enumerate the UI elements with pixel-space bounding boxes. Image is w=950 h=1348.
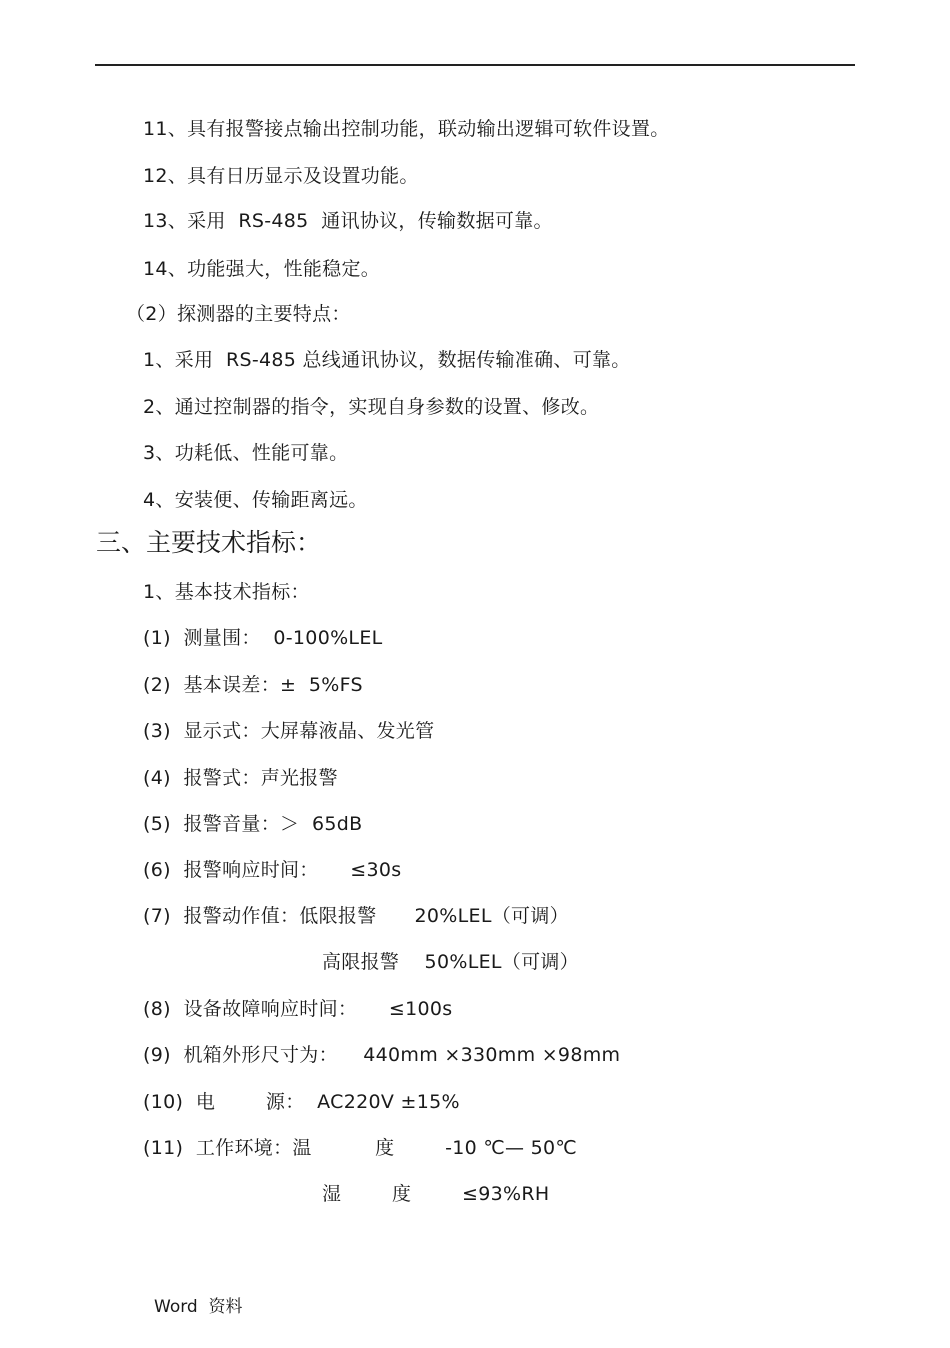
spec-alarm-threshold-high: 高限报警 50%LEL（可调） [322, 951, 579, 973]
spec-display-mode: (3) 显示式：大屏幕液晶、发光管 [143, 720, 435, 742]
spec-environment-humidity: 湿 度 ≤93%RH [322, 1183, 550, 1205]
feature-13: 13、采用 RS-485 通讯协议，传输数据可靠。 [143, 210, 553, 232]
spec-chassis-size: (9) 机箱外形尺寸为： 440mm ×330mm ×98mm [143, 1044, 621, 1066]
feature-12: 12、具有日历显示及设置功能。 [143, 165, 419, 187]
section-3-title: 三、主要技术指标： [96, 528, 322, 557]
spec-environment-temperature: (11) 工作环境：温 度 -10 ℃— 50℃ [143, 1137, 578, 1159]
detector-heading: （2）探测器的主要特点： [126, 303, 351, 325]
spec-basic-error: (2) 基本误差：± 5%FS [143, 674, 363, 696]
basic-spec-heading: 1、基本技术指标： [143, 581, 310, 603]
page-footer: Word 资料 [154, 1297, 243, 1317]
feature-14: 14、功能强大，性能稳定。 [143, 258, 381, 280]
detector-feature-2: 2、通过控制器的指令，实现自身参数的设置、修改。 [143, 396, 600, 418]
detector-feature-4: 4、安装便、传输距离远。 [143, 489, 368, 511]
feature-11: 11、具有报警接点输出控制功能，联动输出逻辑可软件设置。 [143, 118, 670, 140]
spec-alarm-response-time: (6) 报警响应时间： ≤30s [143, 859, 402, 881]
spec-measuring-range: (1) 测量围： 0-100%LEL [143, 627, 383, 649]
spec-alarm-threshold-low: (7) 报警动作值：低限报警 20%LEL（可调） [143, 905, 569, 927]
spec-fault-response-time: (8) 设备故障响应时间： ≤100s [143, 998, 453, 1020]
spec-alarm-volume: (5) 报警音量：＞ 65dB [143, 813, 363, 835]
header-rule [95, 64, 855, 66]
spec-power-supply: (10) 电 源： AC220V ±15% [143, 1091, 460, 1113]
spec-alarm-mode: (4) 报警式：声光报警 [143, 767, 338, 789]
detector-feature-1: 1、采用 RS-485 总线通讯协议，数据传输准确、可靠。 [143, 349, 631, 371]
detector-feature-3: 3、功耗低、性能可靠。 [143, 442, 349, 464]
